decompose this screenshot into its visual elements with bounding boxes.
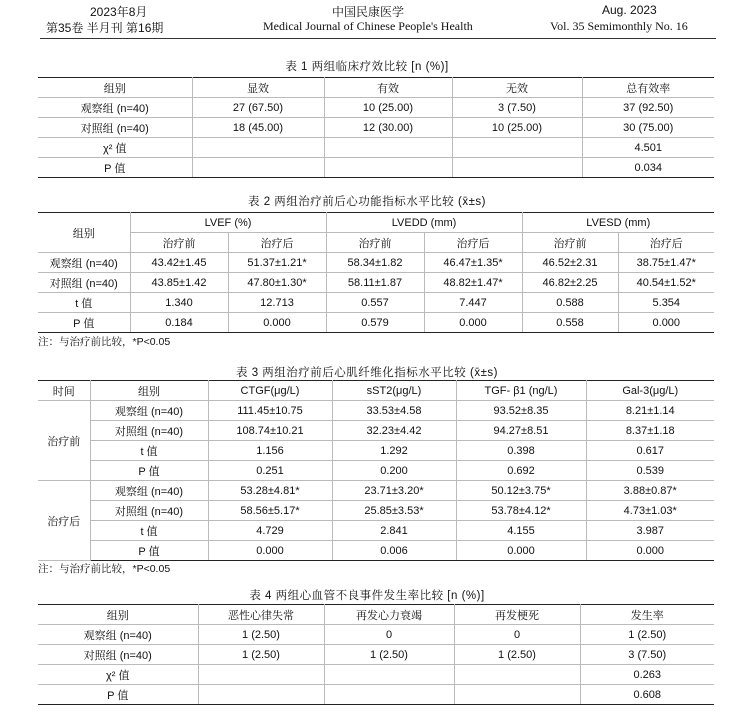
table1-cell — [192, 138, 324, 158]
table3-time-cell: 治疗后 — [38, 481, 90, 561]
table4-header-cell: 组别 — [38, 605, 198, 625]
table2-cell: 0.558 — [522, 313, 618, 333]
table4-cell — [198, 665, 324, 685]
table1-cell: P 值 — [38, 158, 192, 178]
table1-cell: 对照组 (n=40) — [38, 118, 192, 138]
table4-header-cell: 发生率 — [580, 605, 714, 625]
table4-cell: 1 (2.50) — [198, 645, 324, 665]
table2-cell: 对照组 (n=40) — [38, 273, 130, 293]
table2-cell: 46.82±2.25 — [522, 273, 618, 293]
table3-cell: 0.000 — [208, 541, 332, 561]
table3-cell: t 值 — [90, 521, 208, 541]
table3-row — [38, 401, 714, 421]
table3-cell: 观察组 (n=40) — [90, 401, 208, 421]
table1-row — [38, 98, 714, 118]
page-header — [0, 0, 734, 40]
table3-header-row — [38, 381, 714, 401]
header-date-cn: 2023年8月 — [90, 5, 148, 19]
table2-cell: 0.000 — [228, 313, 326, 333]
table3-row — [38, 521, 714, 541]
table3-cell: 0.251 — [208, 461, 332, 481]
table1-header-row — [38, 78, 714, 98]
table1-caption: 表 1 两组临床疗效比较 [n (%)] — [285, 61, 449, 73]
table3-cell: 23.71±3.20* — [332, 481, 456, 501]
table4-row — [38, 665, 714, 685]
table2-cell: 58.11±1.87 — [326, 273, 424, 293]
table4-header-row — [38, 605, 714, 625]
table2-cell: 43.42±1.45 — [130, 253, 228, 273]
table2-cell: 观察组 (n=40) — [38, 253, 130, 273]
table4-cell: 0.608 — [580, 685, 714, 705]
table4-cell: 1 (2.50) — [198, 625, 324, 645]
table2-subheader-row — [38, 233, 714, 253]
table4-cell: 观察组 (n=40) — [38, 625, 198, 645]
table3-cell: 58.56±5.17* — [208, 501, 332, 521]
table1-cell: χ² 值 — [38, 138, 192, 158]
table4-header-cell: 再发心力衰竭 — [324, 605, 454, 625]
table1-cell — [452, 138, 582, 158]
table3-cell: 3.987 — [586, 521, 714, 541]
table2-cell: 0.557 — [326, 293, 424, 313]
table1-cell — [324, 138, 452, 158]
table3-cell: 观察组 (n=40) — [90, 481, 208, 501]
header-date-en: Aug. 2023 — [602, 3, 657, 17]
table3-header-cell: TGF- β1 (ng/L) — [456, 381, 586, 401]
table2-row — [38, 253, 714, 273]
table3-cell: 50.12±3.75* — [456, 481, 586, 501]
table1-cell: 10 (25.00) — [452, 118, 582, 138]
table1-cell — [192, 158, 324, 178]
table2-cell: 40.54±1.52* — [618, 273, 714, 293]
table2-cell: 0.184 — [130, 313, 228, 333]
table4-cell — [454, 685, 580, 705]
table2-sub-after: 治疗后 — [228, 233, 326, 253]
table4-caption: 表 4 两组心血管不良事件发生率比较 [n (%)] — [249, 590, 485, 602]
table1-header-cell: 组别 — [38, 78, 192, 98]
table4-header-cell: 恶性心律失常 — [198, 605, 324, 625]
table4-cell — [454, 665, 580, 685]
table3-cell: 0.000 — [456, 541, 586, 561]
table3-cell: t 值 — [90, 441, 208, 461]
table2-cell: 47.80±1.30* — [228, 273, 326, 293]
table1-header-cell: 显效 — [192, 78, 324, 98]
table1-row — [38, 158, 714, 178]
table3-row — [38, 441, 714, 461]
table3-row — [38, 461, 714, 481]
table1-cell: 37 (92.50) — [582, 98, 714, 118]
table1-cell — [324, 158, 452, 178]
table3-header-cell: CTGF(μg/L) — [208, 381, 332, 401]
table4-cell: 3 (7.50) — [580, 645, 714, 665]
table2-row — [38, 293, 714, 313]
table4-cell: 0 — [454, 625, 580, 645]
table2-cell: 38.75±1.47* — [618, 253, 714, 273]
table2-sub-after: 治疗后 — [618, 233, 714, 253]
table4-row — [38, 645, 714, 665]
table4-row — [38, 685, 714, 705]
table4-header-cell: 再发梗死 — [454, 605, 580, 625]
table2-metric-header: LVEDD (mm) — [326, 213, 522, 233]
table2-header-row — [38, 213, 714, 233]
table1-cell: 30 (75.00) — [582, 118, 714, 138]
table1-cell: 12 (30.00) — [324, 118, 452, 138]
table3 — [38, 380, 714, 561]
table3-row — [38, 481, 714, 501]
table3-cell: 对照组 (n=40) — [90, 501, 208, 521]
header-journal-cn: 中国民康医学 — [332, 5, 405, 19]
table1-row — [38, 138, 714, 158]
table4 — [38, 604, 714, 705]
table3-caption: 表 3 两组治疗前后心肌纤维化指标水平比较 (x̄±s) — [236, 367, 498, 379]
table1-cell: 3 (7.50) — [452, 98, 582, 118]
table3-cell: 0.398 — [456, 441, 586, 461]
table2-cell: 12.713 — [228, 293, 326, 313]
table1-header-cell: 总有效率 — [582, 78, 714, 98]
table3-cell: 4.155 — [456, 521, 586, 541]
table4-cell — [324, 685, 454, 705]
table3-cell: 0.200 — [332, 461, 456, 481]
table3-cell: 0.000 — [586, 541, 714, 561]
table3-cell: 8.37±1.18 — [586, 421, 714, 441]
table4-cell — [198, 685, 324, 705]
table4-cell: 0.263 — [580, 665, 714, 685]
table1-cell: 0.034 — [582, 158, 714, 178]
table4-cell — [324, 665, 454, 685]
table2-cell: 0.000 — [424, 313, 522, 333]
table2-cell: 46.52±2.31 — [522, 253, 618, 273]
table3-cell: 对照组 (n=40) — [90, 421, 208, 441]
table2-sub-after: 治疗后 — [424, 233, 522, 253]
table2-sub-before: 治疗前 — [326, 233, 424, 253]
table3-header-cell: sST2(μg/L) — [332, 381, 456, 401]
table3-header-cell: 组别 — [90, 381, 208, 401]
table3-cell: 4.729 — [208, 521, 332, 541]
header-rule — [40, 38, 716, 39]
table4-cell: 对照组 (n=40) — [38, 645, 198, 665]
table3-cell: 0.006 — [332, 541, 456, 561]
table4-cell: 1 (2.50) — [454, 645, 580, 665]
table3-cell: P 值 — [90, 461, 208, 481]
table1 — [38, 77, 714, 178]
table2-cell: 46.47±1.35* — [424, 253, 522, 273]
table2-row — [38, 313, 714, 333]
table3-cell: 3.88±0.87* — [586, 481, 714, 501]
table1-row — [38, 118, 714, 138]
table2-metric-header: LVEF (%) — [130, 213, 326, 233]
table2-row — [38, 273, 714, 293]
table2-cell: 58.34±1.82 — [326, 253, 424, 273]
table3-cell: 111.45±10.75 — [208, 401, 332, 421]
table1-header-cell: 有效 — [324, 78, 452, 98]
table2-cell: P 值 — [38, 313, 130, 333]
table2-cell: 48.82±1.47* — [424, 273, 522, 293]
table2-sub-before: 治疗前 — [130, 233, 228, 253]
table3-row — [38, 541, 714, 561]
table2-caption: 表 2 两组治疗前后心功能指标水平比较 (x̄±s) — [248, 196, 486, 208]
table3-cell: 2.841 — [332, 521, 456, 541]
header-volume-cn: 第35卷 半月刊 第16期 — [46, 21, 164, 35]
table3-cell: 25.85±3.53* — [332, 501, 456, 521]
table3-cell: 0.539 — [586, 461, 714, 481]
table2-cell: 1.340 — [130, 293, 228, 313]
table2-cell: 0.000 — [618, 313, 714, 333]
table1-cell: 10 (25.00) — [324, 98, 452, 118]
table2-metric-header: LVESD (mm) — [522, 213, 714, 233]
table3-cell: 33.53±4.58 — [332, 401, 456, 421]
table3-cell: 1.292 — [332, 441, 456, 461]
table2-cell: 0.579 — [326, 313, 424, 333]
table2-cell: 0.588 — [522, 293, 618, 313]
table2-sub-before: 治疗前 — [522, 233, 618, 253]
table3-cell: 53.28±4.81* — [208, 481, 332, 501]
table3-row — [38, 421, 714, 441]
table4-cell: 1 (2.50) — [324, 645, 454, 665]
header-volume-en: Vol. 35 Semimonthly No. 16 — [550, 19, 688, 33]
table2-cell: t 值 — [38, 293, 130, 313]
table1-cell: 观察组 (n=40) — [38, 98, 192, 118]
table4-cell: 0 — [324, 625, 454, 645]
table3-time-cell: 治疗前 — [38, 401, 90, 481]
table4-row — [38, 625, 714, 645]
table3-cell: 0.617 — [586, 441, 714, 461]
table2 — [38, 212, 714, 333]
table3-cell: 32.23±4.42 — [332, 421, 456, 441]
table3-cell: 93.52±8.35 — [456, 401, 586, 421]
table3-header-cell: 时间 — [38, 381, 90, 401]
table4-cell: 1 (2.50) — [580, 625, 714, 645]
table2-cell: 43.85±1.42 — [130, 273, 228, 293]
table4-cell: P 值 — [38, 685, 198, 705]
table1-cell: 18 (45.00) — [192, 118, 324, 138]
header-journal-en: Medical Journal of Chinese People's Health — [263, 19, 473, 33]
table3-cell: 4.73±1.03* — [586, 501, 714, 521]
table1-cell: 27 (67.50) — [192, 98, 324, 118]
table2-note: 注：与治疗前比较，*P<0.05 — [38, 336, 171, 348]
table3-cell: 0.692 — [456, 461, 586, 481]
table1-cell — [452, 158, 582, 178]
table1-header-cell: 无效 — [452, 78, 582, 98]
table2-cell: 51.37±1.21* — [228, 253, 326, 273]
table4-cell: χ² 值 — [38, 665, 198, 685]
table3-cell: P 值 — [90, 541, 208, 561]
table2-cell: 7.447 — [424, 293, 522, 313]
table3-cell: 1.156 — [208, 441, 332, 461]
table3-row — [38, 501, 714, 521]
table3-cell: 94.27±8.51 — [456, 421, 586, 441]
table2-cell: 5.354 — [618, 293, 714, 313]
table3-cell: 53.78±4.12* — [456, 501, 586, 521]
table3-cell: 8.21±1.14 — [586, 401, 714, 421]
table3-cell: 108.74±10.21 — [208, 421, 332, 441]
table3-note: 注：与治疗前比较，*P<0.05 — [38, 563, 171, 575]
table1-cell: 4.501 — [582, 138, 714, 158]
table2-group-header: 组别 — [38, 213, 130, 253]
table3-header-cell: Gal-3(μg/L) — [586, 381, 714, 401]
